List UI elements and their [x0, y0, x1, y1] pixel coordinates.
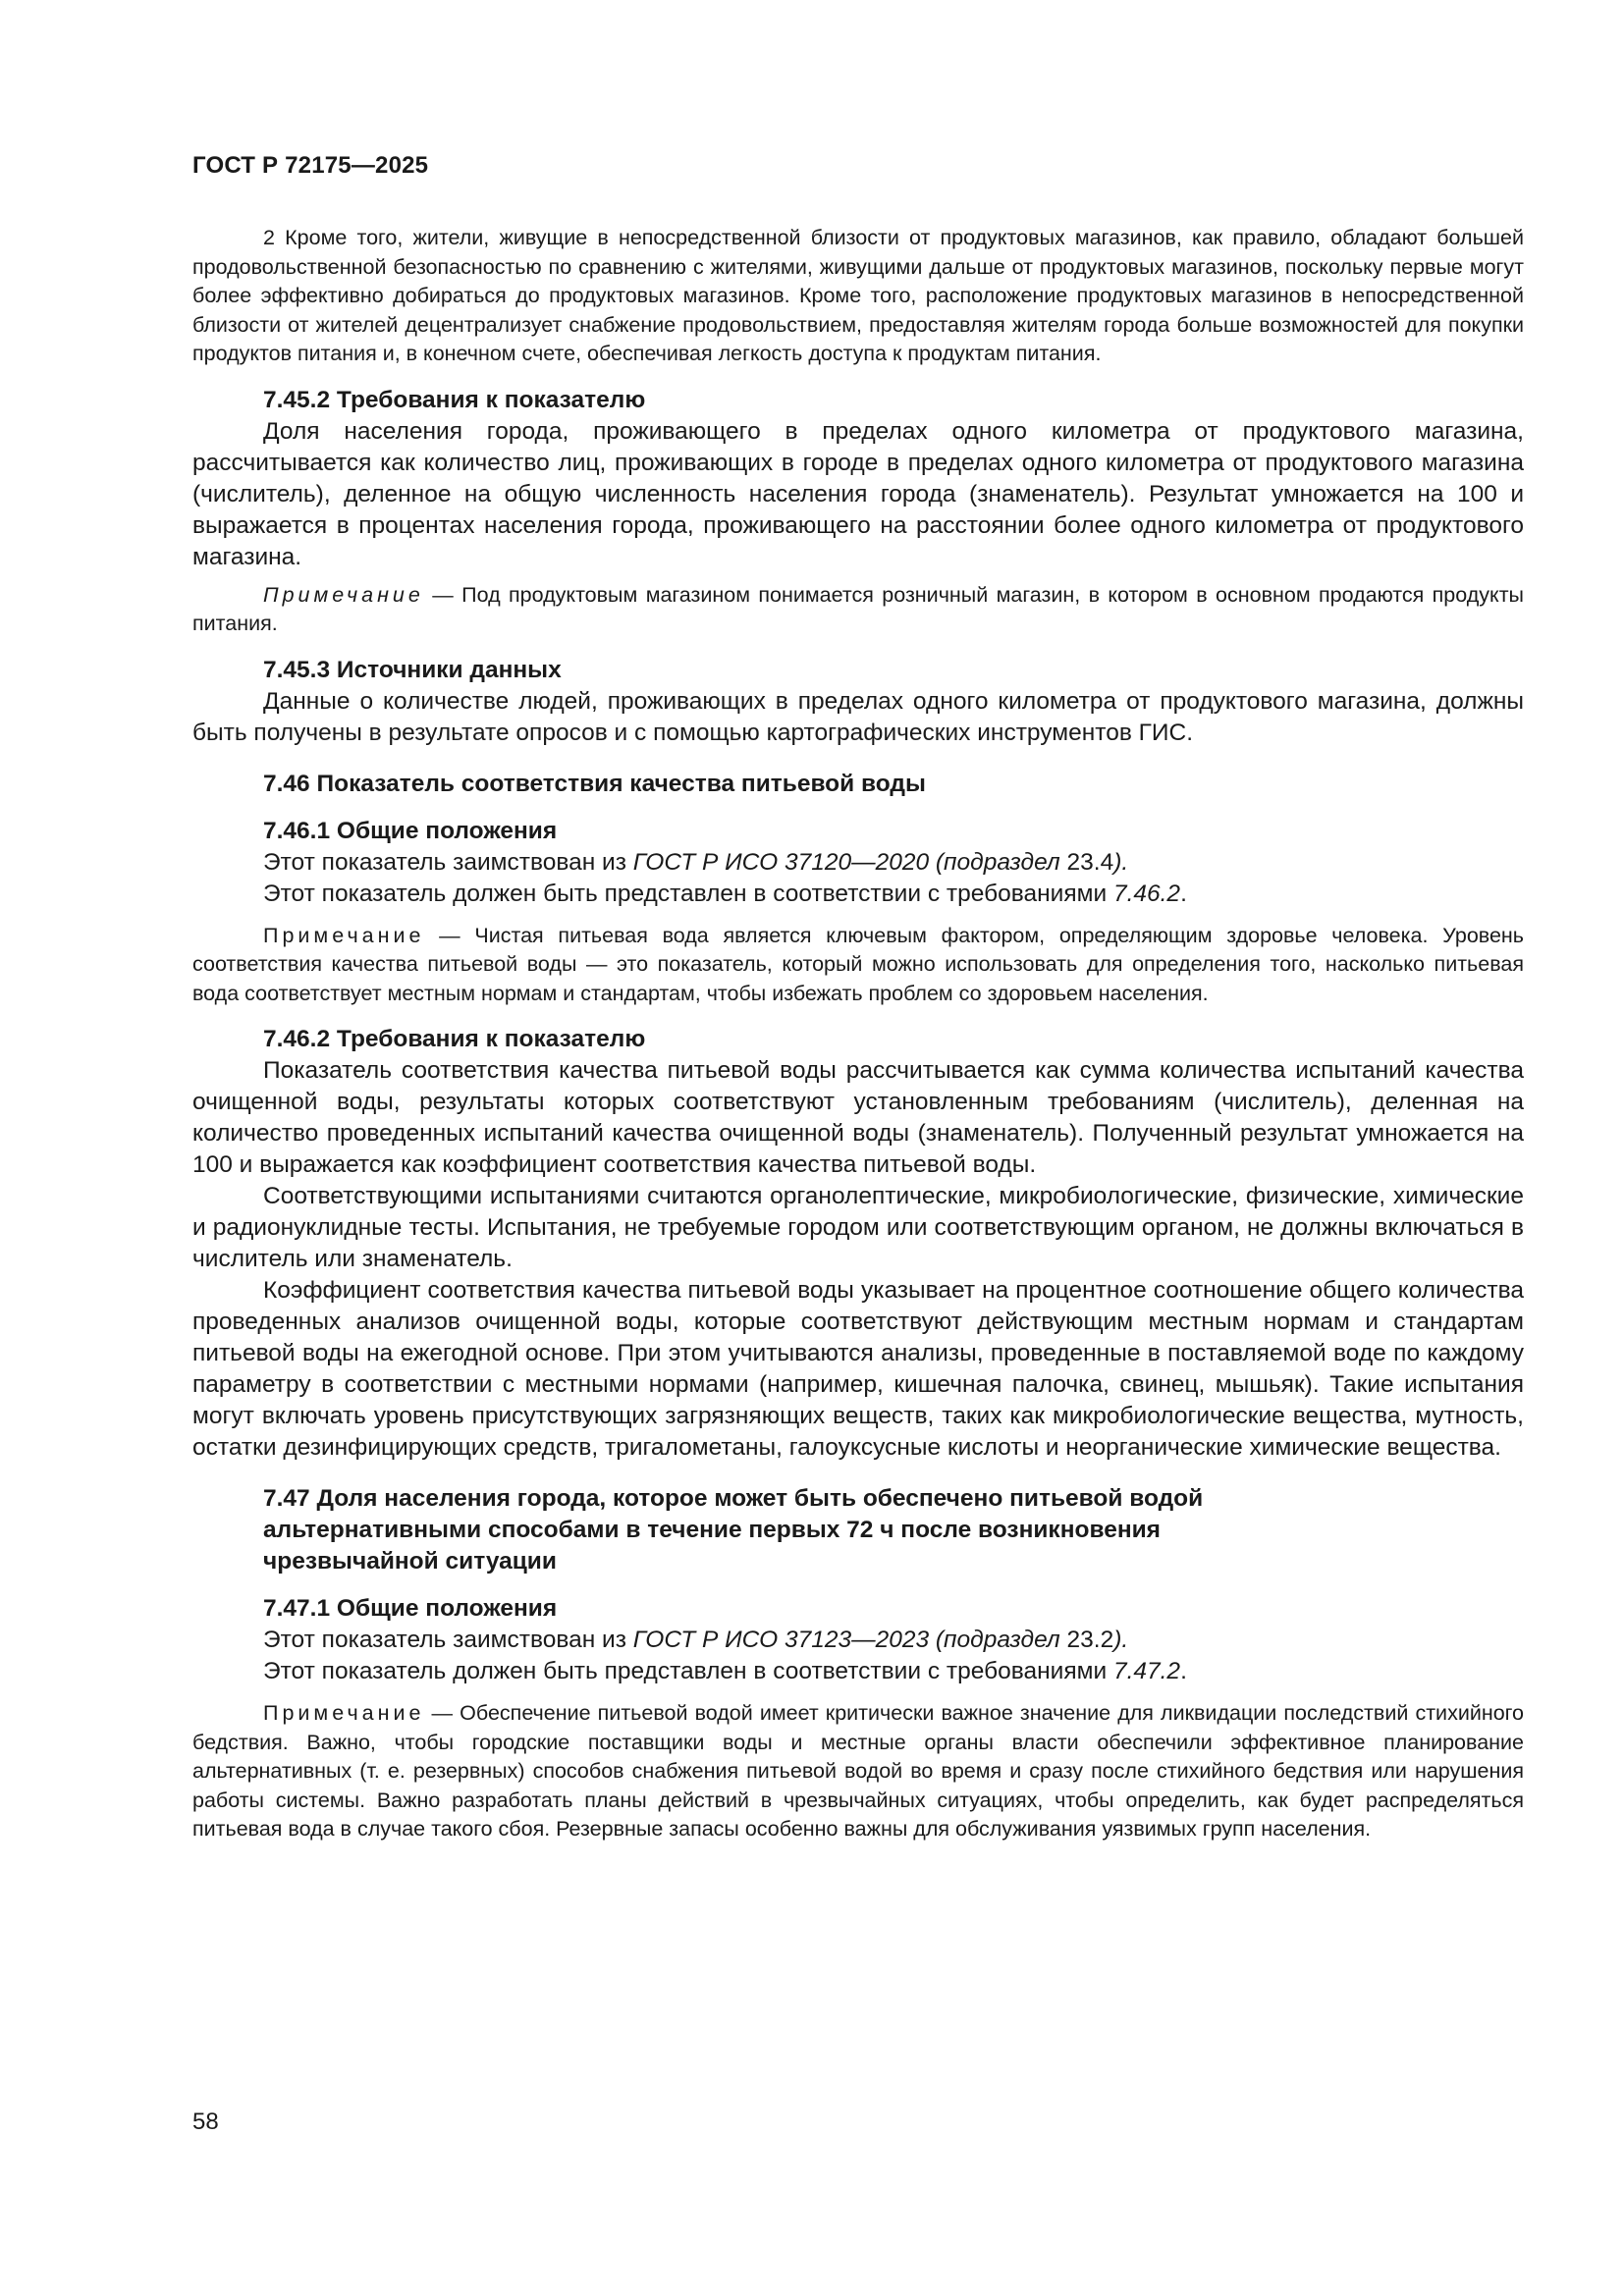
line2-reference: 7.46.2	[1112, 880, 1181, 907]
section-7-46-1-line2	[192, 879, 1524, 910]
line2-end: .	[1180, 880, 1187, 907]
line1-reference: ГОСТ Р ИСО 37120—2020 (подраздел	[632, 848, 1067, 876]
page-number: 58	[192, 2109, 219, 2135]
line2-reference: 7.47.2	[1112, 1658, 1181, 1684]
note-label: Примечание	[263, 582, 424, 607]
section-7-45-2-note	[192, 581, 1524, 639]
section-7-47-1-heading: 7.47.1 Общие положения	[263, 1595, 558, 1622]
line1-end: ).	[1113, 1627, 1129, 1653]
note-2-paragraph: 2 Кроме того, жители, живущие в непосредственной близости от продуктовых магазинов, как правило, обладают большей продовольственной безопасностью по сравнению с жителями, живущими дальше от продуктовых магазинов, поскольку первые могут более эффективно добираться до продуктовых магазинов. Кроме того, расположение продуктовых магазинов в непосредственной близости от жителей децентрализует снабжение продовольствием, предоставляя жителям города больше возможностей для покупки продуктов питания и, в конечном счете, обеспечивая легкость доступа к продуктам питания.	[192, 226, 1524, 365]
note-text: — Под продуктовым магазином понимается розничный магазин, в котором в основном продаются продукты питания.	[192, 582, 1524, 635]
note-label: Примечание	[263, 1701, 425, 1725]
line1-number: 23.2	[1066, 1627, 1114, 1653]
section-7-47-1-line2	[192, 1656, 1524, 1687]
note-label: Примечание	[263, 923, 425, 947]
section-7-47-heading-line-1: 7.47 Доля населения города, которое может быть обеспечено питьевой водой	[263, 1485, 1204, 1512]
page-content	[192, 224, 1524, 1844]
section-7-47-heading-line-3: чрезвычайной ситуации	[263, 1548, 557, 1575]
section-7-47-1-line1	[192, 1625, 1524, 1656]
section-7-47-1-note	[192, 1699, 1524, 1844]
section-7-46-heading: 7.46 Показатель соответствия качества питьевой воды	[263, 770, 926, 797]
section-7-46-1-heading: 7.46.1 Общие положения	[263, 817, 558, 844]
line1-end: ).	[1113, 848, 1129, 876]
section-7-46-1-note	[192, 922, 1524, 1009]
section-7-45-3-paragraph: Данные о количестве людей, проживающих в пределах одного километра от продуктового магазина, должны быть получены в результате опросов и с помощью картографических инструментов ГИС.	[192, 687, 1524, 746]
line1-reference: ГОСТ Р ИСО 37123—2023 (подраздел	[632, 1627, 1067, 1653]
section-7-46-2-paragraph-3: Коэффициент соответствия качества питьевой воды указывает на процентное соотношение общего количества проведенных анализов очищенной воды, которые соответствуют действующим местным нормам и стандартам питьевой воды на ежегодной основе. При этом учитываются анализы, проведенные в поставляемой воде по каждому параметру в соответствии с местными нормами (например, кишечная палочка, свинец, мышьяк). Такие испытания могут включать уровень присутствующих загрязняющих веществ, таких как микробиологические вещества, мутность, остатки дезинфицирующих средств, тригалометаны, галоуксусные кислоты и неорганические химические вещества.	[192, 1277, 1524, 1461]
section-7-46-2-paragraph-1: Показатель соответствия качества питьевой воды рассчитывается как сумма количества испытаний качества очищенной воды, результаты которых соответствуют установленным требованиям (числитель), деленная на количество проведенных испытаний качества очищенной воды (знаменатель). Полученный результат умножается на 100 и выражается как коэффициент соответствия качества питьевой воды.	[192, 1057, 1524, 1178]
section-7-45-2-paragraph: Доля населения города, проживающего в пределах одного километра от продуктового магазина, рассчитывается как количество лиц, проживающих в городе в пределах одного километра от продуктового магазина (числитель), деленное на общую численность населения города (знаменатель). Результат умножается на 100 и выражается в процентах населения города, проживающего на расстоянии более одного километра от продуктового магазина.	[192, 417, 1524, 570]
note-text: — Обеспечение питьевой водой имеет критически важное значение для ликвидации последствий стихийного бедствия. Важно, чтобы городские поставщики воды и местные органы власти обеспечили эффективное планирование альтернативных (т. е. резервных) способов снабжения питьевой водой во время и сразу после стихийного бедствия или нарушения работы системы. Важно разработать планы действий в чрезвычайных ситуациях, чтобы определить, как будет распределяться питьевая вода в случае такого сбоя. Резервные запасы особенно важны для обслуживания уязвимых групп населения.	[192, 1701, 1524, 1841]
line1-prefix: Этот показатель заимствован из	[263, 1627, 633, 1653]
line2-prefix: Этот показатель должен быть представлен в соответствии с требованиями	[263, 1658, 1113, 1684]
section-7-46-2-heading: 7.46.2 Требования к показателю	[263, 1026, 646, 1052]
section-7-46-2-paragraph-2: Соответствующими испытаниями считаются органолептические, микробиологические, физические, химические и радионуклидные тесты. Испытания, не требуемые городом или соответствующим органом, не должны включаться в числитель или знаменатель.	[192, 1183, 1524, 1272]
line2-end: .	[1180, 1658, 1187, 1684]
line2-prefix: Этот показатель должен быть представлен в соответствии с требованиями	[263, 880, 1113, 907]
section-7-45-2-heading: 7.45.2 Требования к показателю	[263, 386, 646, 413]
section-7-47-heading-line-2: альтернативными способами в течение первых 72 ч после возникновения	[263, 1517, 1161, 1543]
note-text: — Чистая питьевая вода является ключевым фактором, определяющим здоровье человека. Уровень соответствия качества питьевой воды — это показатель, который можно использовать для определения того, насколько питьевая вода соответствует местным нормам и стандартам, чтобы избежать проблем со здоровьем населения.	[192, 923, 1524, 1005]
line1-prefix: Этот показатель заимствован из	[263, 848, 633, 876]
section-7-46-1-line1	[192, 847, 1524, 879]
document-code: ГОСТ Р 72175—2025	[192, 152, 429, 179]
section-7-45-3-heading: 7.45.3 Источники данных	[263, 656, 562, 683]
line1-number: 23.4	[1066, 848, 1114, 876]
